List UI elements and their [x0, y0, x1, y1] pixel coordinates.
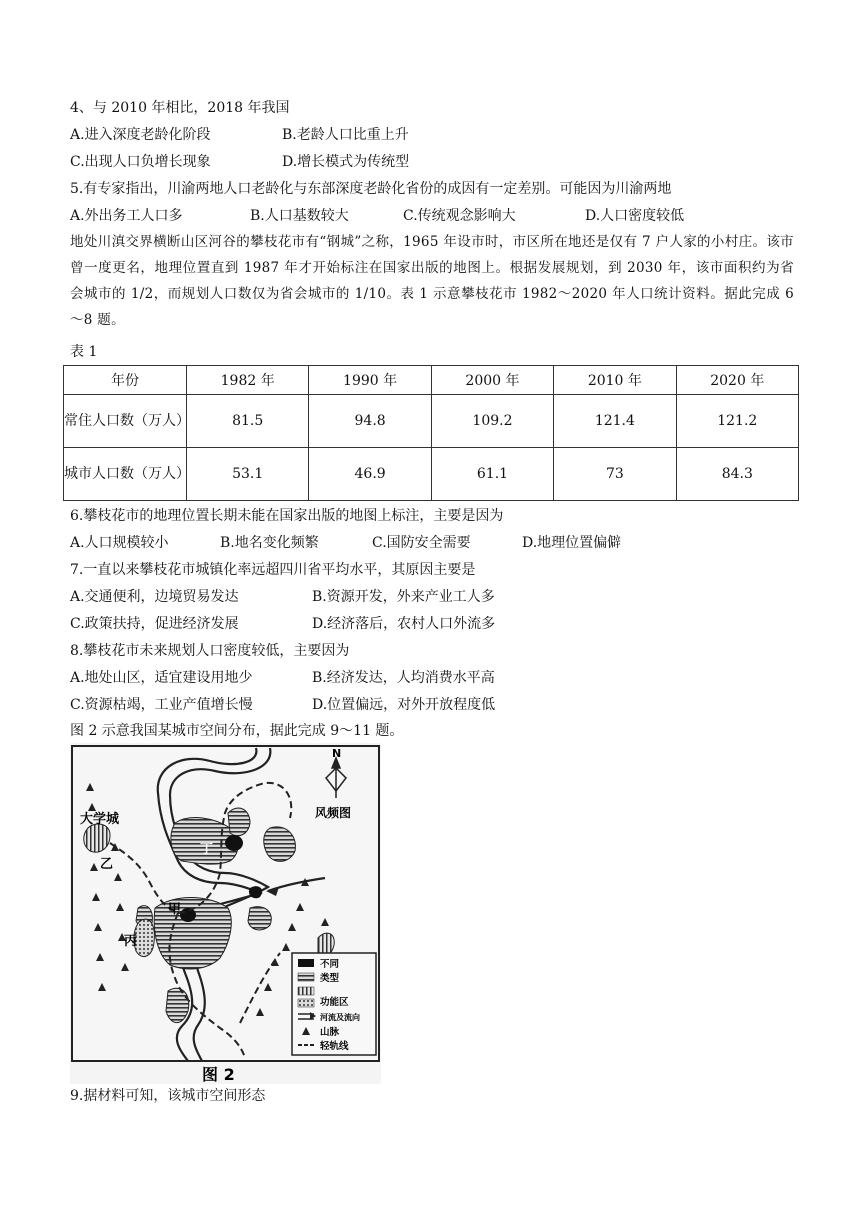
table-row [64, 395, 799, 448]
legend-label: 类型 [320, 973, 340, 984]
table-cell: 53.1 [187, 448, 309, 501]
table-row [64, 448, 799, 501]
table-cell: 109.2 [431, 395, 553, 448]
university-town-label: 大学城 [80, 812, 120, 827]
district-south [166, 988, 189, 1022]
table-header-cell: 2020 年 [676, 366, 798, 395]
table-cell: 81.5 [187, 395, 309, 448]
q5-option-a: A.外出务工人口多 [70, 208, 183, 224]
table-header-cell: 1990 年 [309, 366, 431, 395]
q8-option-b: B.经济发达，人均消费水平高 [312, 670, 495, 686]
table-header-cell: 年份 [64, 366, 187, 395]
table-cell: 84.3 [676, 448, 798, 501]
label-yi: 乙 [100, 857, 114, 872]
q4-option-a: A.进入深度老龄化阶段 [70, 127, 211, 143]
north-label: N [332, 747, 342, 760]
label-ding: 丁 [200, 842, 214, 857]
q8-option-d: D.位置偏远，对外开放程度低 [312, 697, 496, 713]
table-cell: 121.2 [676, 395, 798, 448]
table-header-cell: 2000 年 [431, 366, 553, 395]
district-ding-north [228, 808, 250, 836]
wind-rose-label: 风频图 [315, 806, 352, 820]
label-bing: 丙 [124, 934, 138, 949]
table-header-cell: 1982 年 [187, 366, 309, 395]
legend-label: 山脉 [320, 1027, 340, 1038]
q7-stem: 7.一直以来攀枝花市城镇化率远超四川省平均水平，其原因主要是 [70, 562, 476, 578]
table-cell: 73 [554, 448, 676, 501]
q6-option-a: A.人口规模较小 [70, 535, 169, 551]
table-cell: 61.1 [431, 448, 553, 501]
q8-stem: 8.攀枝花市未来规划人口密度较低，主要因为 [70, 643, 350, 659]
row-label: 城市人口数（万人） [64, 448, 187, 501]
legend-label: 轻轨线 [320, 1041, 349, 1052]
q5-option-b: B.人口基数较大 [250, 208, 349, 224]
q4-option-c: C.出现人口负增长现象 [70, 154, 211, 170]
q7-option-b: B.资源开发，外来产业工人多 [312, 589, 495, 605]
q7-option-c: C.政策扶持，促进经济发展 [70, 616, 239, 632]
legend-label: 功能区 [320, 997, 349, 1008]
function-zone-black [225, 835, 243, 851]
table-header-cell: 2010 年 [554, 366, 676, 395]
q5-option-d: D.人口密度较低 [585, 208, 685, 224]
table-cell: 121.4 [554, 395, 676, 448]
q6-option-c: C.国防安全需要 [372, 535, 471, 551]
q4-option-d: D.增长模式为传统型 [282, 154, 410, 170]
q6-stem: 6.攀枝花市的地理位置长期未能在国家出版的地图上标注，主要是因为 [70, 508, 504, 524]
q4-stem: 4、与 2010 年相比，2018 年我国 [70, 100, 290, 116]
q5-stem: 5.有专家指出，川渝两地人口老龄化与东部深度老龄化省份的成因有一定差别。可能因为川渝两地 [70, 181, 672, 197]
q7-option-a: A.交通便利，边境贸易发达 [70, 589, 239, 605]
q7-option-d: D.经济落后，农村人口外流多 [312, 616, 496, 632]
district-east-small [248, 907, 271, 930]
population-table [63, 365, 799, 501]
q6-option-b: B.地名变化频繁 [220, 535, 319, 551]
table-cell: 94.8 [309, 395, 431, 448]
figure-caption: 图 2 [202, 1065, 235, 1084]
passage-figure2: 图 2 示意我国某城市空间分布，据此完成 9～11 题。 [70, 723, 404, 739]
q8-option-c: C.资源枯竭，工业产值增长慢 [70, 697, 253, 713]
q8-option-a: A.地处山区，适宜建设用地少 [70, 670, 253, 686]
table-caption: 表 1 [70, 344, 98, 360]
legend-label: 河流及流向 [320, 1013, 360, 1022]
city-map-figure [70, 743, 381, 1084]
table-header-row [64, 366, 799, 395]
passage-panzhihua: 地处川滇交界横断山区河谷的攀枝花市有“钢城”之称，1965 年设市时，市区所在地还是仅有 7 户人家的小村庄。该市曾一度更名，地理位置直到 1987 年才开始标注在国家出版的地图上。根据发展规划，到 2030 年，该市面积约为省会城市的 1/2，而规划人口数仅为省会城市的 1/10。表 1 示意攀枝花市 1982～2020 年人口统计资料。据此完成 6～8 题。 [70, 234, 794, 328]
label-jia: 甲 [168, 902, 182, 917]
legend-label: 不同 [320, 959, 340, 970]
q5-option-c: C.传统观念影响大 [403, 208, 516, 224]
q9-stem: 9.据材料可知，该城市空间形态 [70, 1088, 266, 1104]
row-label: 常住人口数（万人） [64, 395, 187, 448]
q6-option-d: D.地理位置偏僻 [522, 535, 622, 551]
function-zone-black [180, 908, 196, 922]
table-cell: 46.9 [309, 448, 431, 501]
q4-option-b: B.老龄人口比重上升 [282, 127, 409, 143]
university-town-zone [84, 824, 110, 852]
